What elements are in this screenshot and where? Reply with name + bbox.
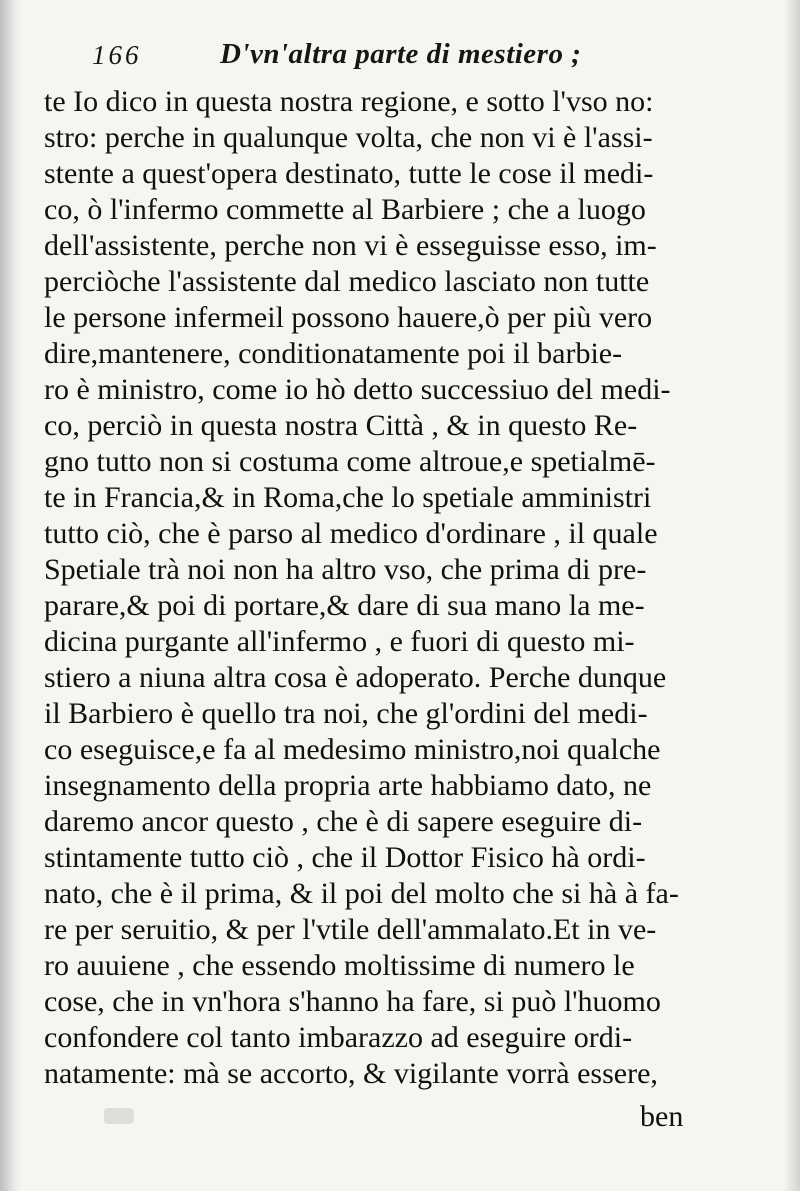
text-line: cose, che in vn'hora s'hanno ha fare, si può l'huomo: [44, 985, 661, 1018]
catchword: ben: [640, 1100, 684, 1133]
text-line: daremo ancor questo , che è di sapere eseguire di-: [44, 805, 643, 838]
text-line: gno tutto non si costuma come altroue,e spetialmē-: [44, 445, 656, 478]
text-line: co, perciò in questa nostra Città , & in questo Re-: [44, 409, 638, 442]
text-line: Spetiale trà noi non ha altro vso, che prima di pre-: [44, 553, 647, 586]
running-head: [92, 38, 652, 78]
text-line: insegnamento della propria arte habbiamo dato, ne: [44, 769, 652, 802]
text-line: le persone infermeil possono hauere,ò per più vero: [44, 301, 653, 334]
text-line: dicina purgante all'infermo , e fuori di questo mi-: [44, 625, 635, 658]
text-line: confondere col tanto imbarazzo ad eseguire ordi-: [44, 1021, 633, 1054]
text-line: tutto ciò, che è parso al medico d'ordinare , il quale: [44, 517, 658, 550]
text-line: ro auuiene , che essendo moltissime di numero le: [44, 949, 635, 982]
ink-smudge: [104, 1108, 134, 1124]
text-line: parare,& poi di portare,& dare di sua mano la me-: [44, 589, 645, 622]
running-head-title: D'vn'altra parte di mestiero ;: [220, 38, 582, 70]
text-line: dire,mantenere, conditionatamente poi il barbie-: [44, 337, 623, 370]
text-line: perciòche l'assistente dal medico lasciato non tutte: [44, 265, 650, 298]
text-line: stro: perche in qualunque volta, che non vi è l'assi-: [44, 121, 653, 154]
text-line: re per seruitio, & per l'vtile dell'ammalato.Et in ve-: [44, 913, 657, 946]
body-text: [44, 84, 774, 1092]
text-line: te Io dico in questa nostra regione, e sotto l'vso no:: [44, 85, 654, 118]
text-line: co eseguisce,e fa al medesimo ministro,noi qualche: [44, 733, 661, 766]
text-line: stente a quest'opera destinato, tutte le cose il medi-: [44, 157, 654, 190]
text-line: co, ò l'infermo commette al Barbiere ; che a luogo: [44, 193, 646, 226]
text-line: ro è ministro, come io hò detto successiuo del medi-: [44, 373, 671, 406]
text-line: dell'assistente, perche non vi è esseguisse esso, im-: [44, 229, 657, 262]
text-line: natamente: mà se accorto, & vigilante vorrà essere,: [44, 1057, 658, 1090]
page-number: 166: [92, 40, 142, 70]
text-line: nato, che è il prima, & il poi del molto che si hà à fa-: [44, 877, 679, 910]
text-line: stiero a niuna altra cosa è adoperato. Perche dunque: [44, 661, 667, 694]
text-line: il Barbiero è quello tra noi, che gl'ordini del medi-: [44, 697, 648, 730]
text-line: te in Francia,& in Roma,che lo spetiale amministri: [44, 481, 652, 514]
text-line: stintamente tutto ciò , che il Dottor Fisico hà ordi-: [44, 841, 646, 874]
